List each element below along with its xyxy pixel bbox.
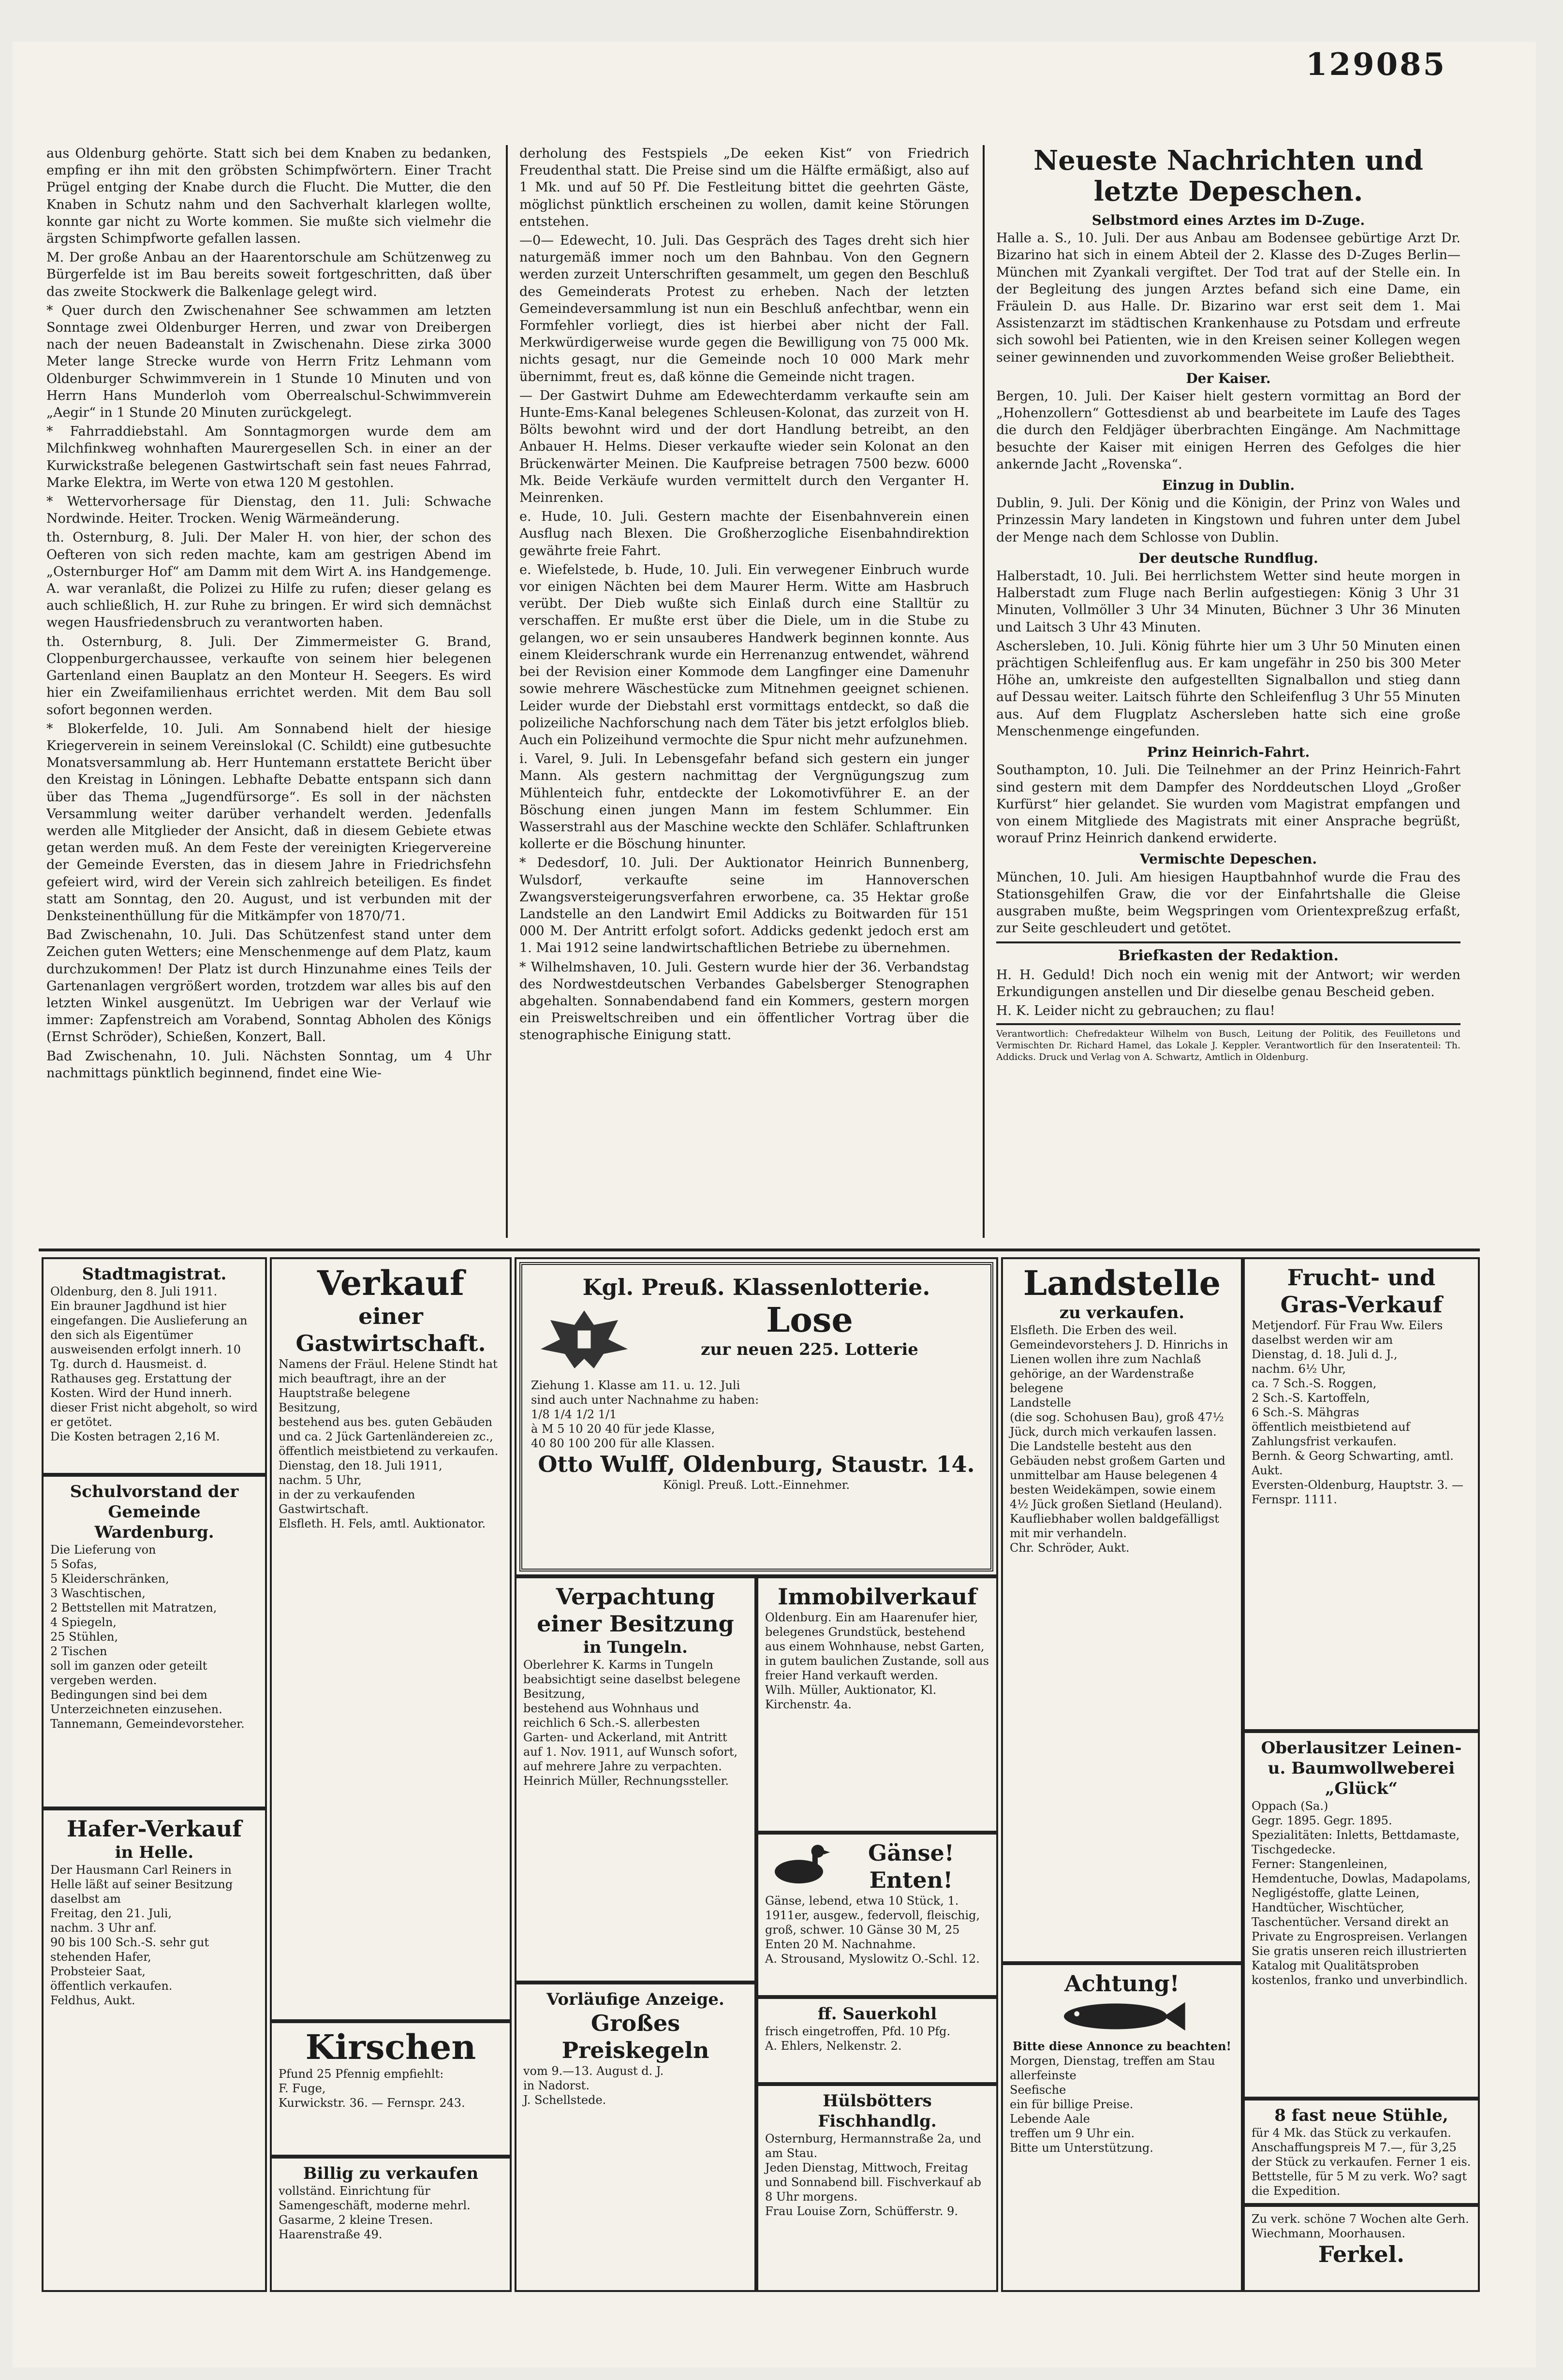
goose-icon: [765, 1839, 833, 1888]
news-heading: Prinz Heinrich-Fahrt.: [1147, 744, 1310, 761]
news-item: e. Wiefelstede, b. Hude, 10. Juli. Ein verwegener Einbruch wurde vor einigen Nächten bei dem Maurer Herm. Witte am Hasbruch verübt. Der Dieb wußte sich Einlaß durch eine Stalltür zu verschaffen. Er mußte erst über die Diele, um in die Stube zu gelangen, wo er sein unsauberes Handwerk beginnen konnte. Aus einem Kleiderschrank wurde ein Herrenanzug entwendet, während bei der Revision einer Kommode dem Langfinger eine Damenuhr sowie mehrere Wäschestücke zum Mitnehmen geeignet schienen. Leider wurde der Diebstahl erst vormittags entdeckt, so daß die polizeiliche Nachforschung nach dem Täter bis jetzt erfolglos blieb. Auch ein Polizeihund vermochte die Spur nicht mehr aufzunehmen.: [519, 562, 969, 748]
fish-icon: [1049, 1997, 1194, 2036]
ad-achtung-seefische: Achtung! Bitte diese Annonce zu beachten! Morgen, Dienstag, treffen am Stau allerfeinste Seefische ein für billige Preise. Lebende Aale treffen um 9 Uhr ein. Bitte um Unterstützung.: [1001, 1963, 1243, 2292]
news-item: Halle a. S., 10. Juli. Der aus Anbau am Bodensee gebürtige Arzt Dr. Bizarino hat sich in einem Abteil der 2. Klasse des D-Zuges Berlin—München mit Zyankali vergiftet. Der Tod trat auf der Stelle ein. In der Begleitung des jungen Arztes befand sich eine Dame, ein Fräulein D. aus Halle. Dr. Bizarino war erst seit dem 1. Mai Assistenzarzt im städtischen Krankenhause zu Potsdam und erfreute sich sowohl bei Patienten, wie in den Kreisen seiner Kollegen wegen seiner gewinnenden und zuvorkommenden Weise großer Beliebtheit.: [996, 231, 1460, 365]
ad-immobilverkauf: Immobilverkauf Oldenburg. Ein am Haarenufer hier, belegenes Grundstück, bestehend aus einem Wohnhause, nebst Garten, in gutem baulichen Zustande, soll aus freier Hand verkauft werden. Wilh. Müller, Auktionator, Kl. Kirchenstr. 4a.: [756, 1576, 998, 1833]
news-item: * Blokerfelde, 10. Juli. Am Sonnabend hielt der hiesige Kriegerverein in seinem Vereinslokal (C. Schildt) eine gutbesuchte Monatsversammlung ab. Herr Huntemann erstattete Bericht über den Kreistag in Löningen. Lebhafte Debatte entspann sich dann über das Thema „Jugendfürsorge“. Es soll in der nächsten Versammlung weiter darüber verhandelt werden. Jedenfalls werden alle Mitglieder der Ansicht, daß in diesem Gebiete etwas getan werden muß. An dem Feste der vereinigten Kriegervereine der Gemeinde Eversten, das in diesem Jahre in Friedrichsfehn gefeiert wird, wird der Verein sich zahlreich beteiligen. Es findet statt am Sonntag, den 20. August, und ist verbunden mit der Denksteinenthüllung für die Mitkämpfer von 1870/71.: [46, 721, 491, 924]
news-item: Dublin, 9. Juli. Der König und die Königin, der Prinz von Wales und Prinzessin Mary landeten in Kingstown und fuhren unter dem Jubel der Menge nach dem Schlosse von Dublin.: [996, 496, 1460, 545]
news-item: i. Varel, 9. Juli. In Lebensgefahr befand sich gestern ein junger Mann. Als gestern nachmittag der Vergnügungszug zum Mühlenteich fuhr, entdeckte der Lokomotivführer E. an der Böschung einen jungen Mann im festem Schlummer. Ein Wasserstrahl aus der Maschine weckte den Schläfer. Schlaftrunken kollerte er die Böschung hinunter.: [519, 751, 969, 852]
ad-stuehle: 8 fast neue Stühle, für 4 Mk. das Stück zu verkaufen. Anschaffungspreis M 7.—, für 3,25 der Stück zu verkaufen. Ferner 1 eis. Bettstelle, für 5 M zu verk. Wo? sagt die Expedition.: [1243, 2099, 1480, 2205]
news-item: M. Der große Anbau an der Haarentorschule am Schützenweg zu Bürgerfelde ist im Bau bereits soweit fortgeschritten, daß über das zweite Stockwerk die Balkenlage gelegt wird.: [46, 250, 491, 299]
letterbox-title: Briefkasten der Redaktion.: [996, 941, 1460, 964]
news-item: * Wettervorhersage für Dienstag, den 11. Juli: Schwache Nordwinde. Heiter. Trocken. Wenig Wärmeänderung.: [46, 494, 491, 527]
column-local-news-2: [519, 145, 969, 1238]
ad-preiskegeln: Vorläufige Anzeige. Großes Preiskegeln vom 9.—13. August d. J. in Nadorst. J. Schellstede.: [515, 1983, 756, 2292]
news-item: e. Hude, 10. Juli. Gestern machte der Eisenbahnverein einen Ausflug nach Blexen. Die Großherzogliche Eisenbahndirektion gewährte freie Fahrt.: [519, 509, 969, 558]
ad-verpachtung: Verpachtung einer Besitzung in Tungeln. Oberlehrer K. Karms in Tungeln beabsichtigt seine daselbst belegene Besitzung, bestehend aus Wohnhaus und reichlich 6 Sch.-S. allerbesten Garten- und Ackerland, mit Antritt auf 1. Nov. 1911, auf Wunsch sofort, auf mehrere Jahre zu verpachten. Heinrich Müller, Rechnungssteller.: [515, 1576, 756, 1983]
news-item: derholung des Festspiels „De eeken Kist“ von Friedrich Freudenthal statt. Die Preise sind um die Hälfte ermäßigt, also auf 1 Mk. und auf 50 Pf. Die Festleitung bittet die geehrten Gäste, möglichst pünktlich erscheinen zu wollen, damit keine Störungen entstehen.: [519, 146, 969, 229]
column-divider: [983, 145, 985, 1238]
ad-landstelle: Landstelle zu verkaufen. Elsfleth. Die Erben des weil. Gemeindevorstehers J. D. Hinrichs in Lienen wollen ihre zum Nachlaß gehörige, an der Wardenstraße belegene Landstelle (die sog. Schohusen Bau), groß 47½ Jück, durch mich verkaufen lassen. Die Landstelle besteht aus den Gebäuden nebst großem Garten und unmittelbar am Hause belegenen 4 besten Weidekämpen, sowie einem 4½ Jück großen Sietland (Heuland). Kaufliebhaber wollen baldgefälligst mit mir verhandeln. Chr. Schröder, Aukt.: [1001, 1257, 1243, 1963]
latest-news-masthead: Neueste Nachrichten und letzte Depeschen.: [1033, 145, 1423, 207]
news-item: Bad Zwischenahn, 10. Juli. Das Schützenfest stand unter dem Zeichen guten Wetters; eine Menschenmenge auf dem Platz, kaum durchzukommen! Der Platz ist durch Hinzunahme eines Teils der Gartenanlagen vergrößert worden, trotzdem war alles bis auf den letzten Winkel ausgenützt. Im Uebrigen war der Verlauf wie immer: Zapfenstreich am Vorabend, Sonntag Abholen des Königs (Ernst Schröder), Schießen, Konzert, Ball.: [46, 927, 491, 1045]
column-local-news-1: [46, 145, 491, 1238]
news-item: * Fahrraddiebstahl. Am Sonntagmorgen wurde dem am Milchfinkweg wohnhaften Maurergesellen Sch. in einer an der Kurwickstraße belegenen Gastwirtschaft sein fast neues Fahrrad, Marke Elektra, im Werte von etwa 120 M gestohlen.: [46, 424, 491, 490]
news-heading: Der Kaiser.: [1186, 370, 1271, 386]
ad-hafer-verkauf: Hafer-Verkauf in Helle. Der Hausmann Carl Reiners in Helle läßt auf seiner Besitzung daselbst am Freitag, den 21. Juli, nachm. 3 Uhr anf. 90 bis 100 Sch.-S. sehr gut stehenden Hafer, Probsteier Saat, öffentlich verkaufen. Feldhus, Aukt.: [42, 1808, 267, 2292]
ad-sauerkohl: ff. Sauerkohl frisch eingetroffen, Pfd. 10 Pfg. A. Ehlers, Nelkenstr. 2.: [756, 1997, 998, 2084]
news-heading: Vermischte Depeschen.: [1139, 851, 1317, 867]
news-item: München, 10. Juli. Am hiesigen Hauptbahnhof wurde die Frau des Stationsgehilfen Graw, die vor der Einfahrtshalle die Gleise ausgraben mußte, beim Wegspringen vom Orientexpreßzug erfaßt, zur Seite geschleudert und getötet.: [996, 869, 1460, 936]
news-item: Halberstadt, 10. Juli. Bei herrlichstem Wetter sind heute morgen in Halberstadt zum Fluge nach Berlin aufgestiegen: König 3 Uhr 31 Minuten, Vollmöller 3 Uhr 34 Minuten, Büchner 3 Uhr 36 Minuten und Laitsch 3 Uhr 43 Minuten.: [996, 569, 1460, 635]
news-item: Bad Zwischenahn, 10. Juli. Nächsten Sonntag, um 4 Uhr nachmittags pünktlich beginnend, findet eine Wie-: [46, 1048, 491, 1081]
news-item: th. Osternburg, 8. Juli. Der Maler H. von hier, der schon des Oefteren von sich reden machte, kam am gestrigen Abend im „Osternburger Hof“ am Damm mit dem Wirt A. ins Handgemenge. A. war veranlaßt, die Polizei zu Hilfe zu rufen; dieser gelang es auch schließlich, H. zur Ruhe zu bringen. Er wird sich demnächst wegen Hausfriedensbruch zu verantworten haben.: [46, 530, 491, 631]
ad-schulvorstand: Schulvorstand der Gemeinde Wardenburg. Die Lieferung von 5 Sofas, 5 Kleiderschränken, 3 Waschtischen, 2 Bettstellen mit Matratzen, 4 Spiegeln, 25 Stühlen, 2 Tischen soll im ganzen oder geteilt vergeben werden. Bedingungen sind bei dem Unterzeichneten einzusehen. Tannemann, Gemeindevorsteher.: [42, 1475, 267, 1808]
page-number: 129085: [1306, 46, 1447, 83]
news-item: * Quer durch den Zwischenahner See schwammen am letzten Sonntage zwei Oldenburger Herren, und zwar von Dreibergen nach der neuen Badeanstalt in Zwischenahn. Diese zirka 3000 Meter lange Strecke wurde von Herrn Fritz Lehmann vom Oldenburger Schwimmverein in 1 Stunde 10 Minuten und von Herrn Hans Munderloh vom Oberrealschul-Schwimmverein „Aegir“ in 1 Stunde 20 Minuten zurückgelegt.: [46, 303, 491, 421]
column-divider: [506, 145, 508, 1238]
prussian-eagle-crest-icon: [531, 1306, 637, 1373]
ad-billig-verkaufen: Billig zu verkaufen vollständ. Einrichtung für Samengeschäft, moderne mehrl. Gasarme, 2 kleine Tresen. Haarenstraße 49.: [270, 2157, 512, 2292]
news-heading: Der deutsche Rundflug.: [1138, 550, 1318, 566]
column-latest-news: [996, 145, 1460, 1238]
news-item: — Der Gastwirt Duhme am Edewechterdamm verkaufte sein am Hunte-Ems-Kanal belegenes Schleusen-Kolonat, das zurzeit von H. Bölts bewohnt wird und der dort Handlung betreibt, an den Anbauer H. Helms. Dieser verkaufte wieder sein Kolonat an den Brückenwärter Meinen. Die Kaufpreise betragen 7500 bezw. 6000 Mk. Beide Verkäufe wurden vermittelt durch den Verganter H. Meinrenken.: [519, 388, 969, 506]
section-divider: [39, 1249, 1480, 1251]
news-item: * Wilhelmshaven, 10. Juli. Gestern wurde hier der 36. Verbandstag des Nordwestdeutschen Verbandes Gabelsberger Stenographen abgehalten. Sonnabendabend fand ein Kommers, gestern morgen ein Preisweltschreiben und ein öffentlicher Vortrag über die stenographische Einigung statt.: [519, 959, 969, 1043]
news-item: * Dedesdorf, 10. Juli. Der Auktionator Heinrich Bunnenberg, Wulsdorf, verkaufte seine im Hannoverschen Zwangsversteigerungsverfahren erworbene, ca. 35 Hektar große Landstelle an den Landwirt Emil Addicks zu Boitwarden für 151 000 M. Der Antritt erfolgt sofort. Addicks gedenkt jedoch erst am 1. Mai 1912 seine landwirtschaftlichen Betriebe zu übernehmen.: [519, 855, 969, 956]
news-item: aus Oldenburg gehörte. Statt sich bei dem Knaben zu bedanken, empfing er ihn mit den gröbsten Schimpfwörtern. Einer Tracht Prügel entging der Knabe durch die Flucht. Die Mutter, die den Knaben in Schutz nahm und den Sachverhalt klarlegen wollte, konnte gar nicht zu Worte kommen. Sie mußte sich vielmehr die ärgsten Schimpfworte gefallen lassen.: [46, 146, 491, 247]
news-item: Southampton, 10. Juli. Die Teilnehmer an der Prinz Heinrich-Fahrt sind gestern mit dem Dampfer des Norddeutschen Lloyd „Großer Kurfürst“ hier gelandet. Sie wurden vom Magistrat empfangen und von einem Mitgliede des Magistrats mit einer Ansprache begrüßt, worauf Prinz Heinrich dankend erwiderte.: [996, 763, 1460, 846]
news-item: —0— Edewecht, 10. Juli. Das Gespräch des Tages dreht sich hier naturgemäß immer noch um den Bahnbau. Von den Gegnern werden zurzeit Unterschriften gesammelt, um gegen den Beschluß des Gemeinderats Protest zu erheben. Nach der letzten Gemeindeversammlung ist nun ein Beschluß anfechtbar, wenn ein Formfehler vorliegt, dies ist hierbei aber nicht der Fall. Merkwürdigerweise wurde gegen die Bewilligung von 75 000 Mk. nichts gesagt, nur die Gemeinde noch 10 000 Mark mehr übernimmt, freut es, daß könne die Gemeinde nicht tragen.: [519, 233, 969, 384]
letterbox-item: H. K. Leider nicht zu gebrauchen; zu flau!: [996, 1003, 1275, 1018]
ad-stadtmagistrat: Stadtmagistrat. Oldenburg, den 8. Juli 1911. Ein brauner Jagdhund ist hier eingefangen. Die Auslieferung an den sich als Eigentümer ausweisenden erfolgt innerh. 10 Tg. durch d. Hausmeist. d. Rathauses geg. Erstattung der Kosten. Wird der Hund innerh. dieser Frist nicht abgeholt, so wird er getötet. Die Kosten betragen 2,16 M.: [42, 1257, 267, 1475]
news-item: Aschersleben, 10. Juli. König führte hier um 3 Uhr 50 Minuten einen prächtigen Schleifenflug aus. Er kam ungefähr in 250 bis 300 Meter Höhe an, umkreiste den aufgestellten Signalballon und stieg dann auf Dessau weiter. Laitsch führte den Schleifenflug 3 Uhr 55 Minuten aus. Auf dem Flugplatz Aschersleben hatte sich eine große Menschenmenge eingefunden.: [996, 638, 1460, 739]
ad-kirschen: Kirschen Pfund 25 Pfennig empfiehlt: F. Fuge, Kurwickstr. 36. — Fernspr. 243.: [270, 2021, 512, 2157]
letterbox-item: H. H. Geduld! Dich noch ein wenig mit der Antwort; wir werden Erkundigungen anstellen und Dir dieselbe genau Bescheid geben.: [996, 967, 1460, 999]
imprint: Verantwortlich: Chefredakteur Wilhelm von Busch, Leitung der Politik, des Feuilletons und Vermischten Dr. Richard Hamel, das Lokale J. Keppler. Verantwortlich für den Inseratenteil: Th. Addicks. Druck und Verlag von A. Schwartz, Amtlich in Oldenburg.: [996, 1023, 1460, 1063]
ad-frucht-gras-verkauf: Frucht- und Gras-Verkauf Metjendorf. Für Frau Ww. Eilers daselbst werden wir am Dienstag, d. 18. Juli d. J., nachm. 6½ Uhr, ca. 7 Sch.-S. Roggen, 2 Sch.-S. Kartoffeln, 6 Sch.-S. Mähgras öffentlich meistbietend auf Zahlungsfrist verkaufen. Bernh. & Georg Schwarting, amtl. Aukt. Eversten-Oldenburg, Hauptstr. 3. — Fernspr. 1111.: [1243, 1257, 1480, 1731]
ad-gaense-enten: Gänse! Enten! Gänse, lebend, etwa 10 Stück, 1. 1911er, ausgew., federvoll, fleischig, groß, schwer. 10 Gänse 30 M, 25 Enten 20 M. Nachnahme. A. Strousand, Myslowitz O.-Schl. 12.: [756, 1833, 998, 1997]
ad-fischhandlung: Hülsbötters Fischhandlg. Osternburg, Hermannstraße 2a, und am Stau. Jeden Dienstag, Mittwoch, Freitag und Sonnabend bill. Fischverkauf ab 8 Uhr morgens. Frau Louise Zorn, Schüfferstr. 9.: [756, 2084, 998, 2292]
ad-leinenweberei: Oberlausitzer Leinen- u. Baumwollweberei „Glück“ Oppach (Sa.) Gegr. 1895. Gegr. 1895. Spezialitäten: Inletts, Bettdamaste, Tischgedecke. Ferner: Stangenleinen, Hemdentuche, Dowlas, Madapolams, Negligéstoffe, glatte Leinen, Handtücher, Wischtücher, Taschentücher. Versand direkt an Private zu Engrospreisen. Verlangen Sie gratis unseren reich illustrierten Katalog mit Qualitätsproben kostenlos, franko und unverbindlich.: [1243, 1731, 1480, 2099]
news-heading: Selbstmord eines Arztes im D-Zuge.: [1091, 212, 1365, 228]
ad-verkauf-gastwirtschaft: Verkauf einer Gastwirtschaft. Namens der Fräul. Helene Stindt hat mich beauftragt, ihre an der Hauptstraße belegene Besitzung, bestehend aus bes. guten Gebäuden und ca. 2 Jück Gartenländereien zc., öffentlich meistbietend zu verkaufen. Dienstag, den 18. Juli 1911, nachm. 5 Uhr, in der zu verkaufenden Gastwirtschaft. Elsfleth. H. Fels, amtl. Auktionator.: [270, 1257, 512, 2021]
news-item: th. Osternburg, 8. Juli. Der Zimmermeister G. Brand, Cloppenburgerchaussee, verkaufte von seinem hier belegenen Gartenland einen Bauplatz an den Monteur H. Seegers. Es wird hier ein Zweifamilienhaus errichtet werden. Mit dem Bau soll sofort begonnen werden.: [46, 634, 491, 718]
news-heading: Einzug in Dublin.: [1162, 477, 1295, 494]
news-item: Bergen, 10. Juli. Der Kaiser hielt gestern vormittag an Bord der „Hohenzollern“ Gottesdienst ab und bearbeitete im Laufe des Tages die durch den Feldjäger überbrachten Eingänge. Am Nachmittage besuchte der Kaiser mit einigen Herren des Gefolges die hier ankernde Jacht „Rovenska“.: [996, 389, 1460, 472]
ad-klassenlotterie: Kgl. Preuß. Klassenlotterie. Lose zur neuen 225. Lotterie Ziehung 1. Klasse am 11. u. 12. Juli sind auch unter Nachnahme zu haben: 1/8 1/4 1/2 1/1 à M 5 10 20 40 für jede Klasse, 40 80 100 200 für alle Klassen. Otto Wulff, Oldenburg, Staustr. 14. Königl. Preuß. Lott.-Einnehmer.: [515, 1257, 998, 1576]
ad-ferkel: Zu verk. schöne 7 Wochen alte Gerh. Wiechmann, Moorhausen. Ferkel.: [1243, 2205, 1480, 2292]
